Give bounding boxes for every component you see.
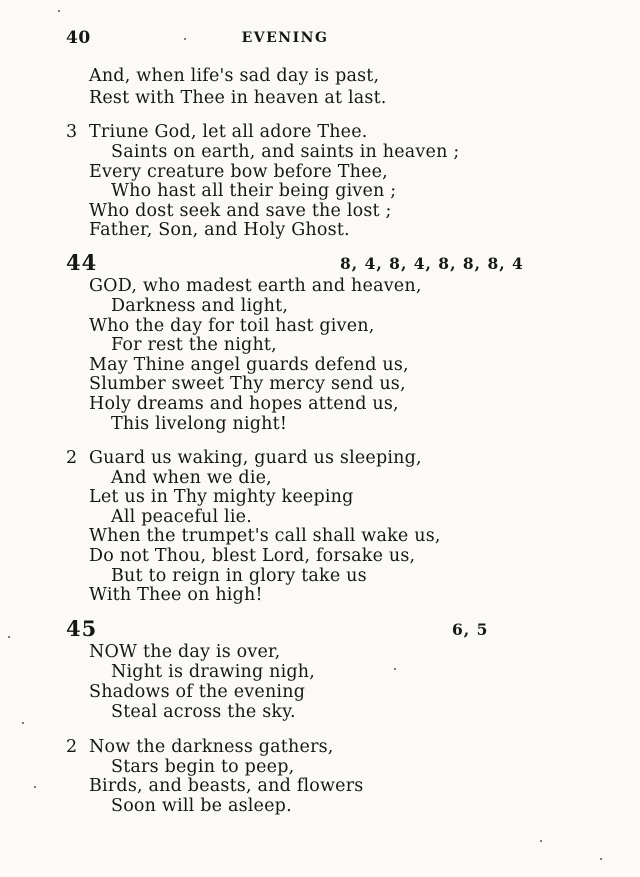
verse-line: Night is drawing nigh,	[111, 662, 316, 682]
verse-line: Do not Thou, blest Lord, forsake us,	[89, 546, 416, 566]
verse-line: Every creature bow before Thee,	[89, 162, 388, 182]
verse-line: Let us in Thy mighty keeping	[89, 487, 354, 507]
section-title: EVENING	[241, 30, 329, 46]
verse-line: Who hast all their being given ;	[111, 181, 397, 201]
print-speck	[22, 722, 24, 724]
verse-line: Rest with Thee in heaven at last.	[89, 88, 387, 108]
verse-line: Now the darkness gathers,	[89, 737, 334, 757]
verse-line: Slumber sweet Thy mercy send us,	[89, 374, 406, 394]
print-speck	[8, 636, 10, 638]
verse-line: GOD, who madest earth and heaven,	[89, 276, 422, 296]
print-speck	[58, 10, 60, 12]
verse-line: Shadows of the evening	[89, 682, 306, 702]
verse-line: Birds, and beasts, and flowers	[89, 776, 364, 796]
verse-line: This livelong night!	[111, 414, 288, 434]
verse-line: Soon will be asleep.	[111, 796, 292, 816]
verse-line: But to reign in glory take us	[111, 566, 367, 586]
stanza-number: 2	[66, 448, 78, 468]
verse-line: When the trumpet's call shall wake us,	[89, 526, 441, 546]
print-speck	[34, 786, 36, 788]
verse-line: May Thine angel guards defend us,	[89, 355, 409, 375]
verse-line: Father, Son, and Holy Ghost.	[89, 220, 350, 240]
verse-line: With Thee on high!	[89, 585, 263, 605]
stanza-number: 2	[66, 737, 78, 757]
print-speck	[540, 840, 542, 842]
verse-line: All peaceful lie.	[111, 507, 252, 527]
verse-line: Saints on earth, and saints in heaven ;	[111, 142, 460, 162]
print-speck	[600, 858, 602, 860]
stanza-number: 3	[66, 122, 78, 142]
verse-line: Darkness and light,	[111, 296, 289, 316]
verse-line: For rest the night,	[111, 335, 277, 355]
page-number: 40	[66, 28, 91, 48]
hymn-number: 45	[66, 616, 98, 641]
hymn-number: 44	[66, 250, 98, 275]
verse-line: And, when life's sad day is past,	[89, 66, 380, 86]
verse-line: Steal across the sky.	[111, 702, 296, 722]
verse-line: NOW the day is over,	[89, 642, 281, 662]
hymn-meter: 6, 5	[452, 620, 489, 639]
verse-line: Stars begin to peep,	[111, 757, 295, 777]
page-header	[0, 28, 640, 52]
verse-line: Guard us waking, guard us sleeping,	[89, 448, 422, 468]
print-speck	[394, 668, 396, 670]
verse-line: Who dost seek and save the lost ;	[89, 201, 392, 221]
verse-line: And when we die,	[111, 468, 272, 488]
print-speck	[184, 38, 186, 40]
verse-line: Holy dreams and hopes attend us,	[89, 394, 399, 414]
hymn-meter: 8, 4, 8, 4, 8, 8, 8, 4	[340, 254, 524, 273]
verse-line: Triune God, let all adore Thee.	[89, 122, 368, 142]
verse-line: Who the day for toil hast given,	[89, 316, 375, 336]
